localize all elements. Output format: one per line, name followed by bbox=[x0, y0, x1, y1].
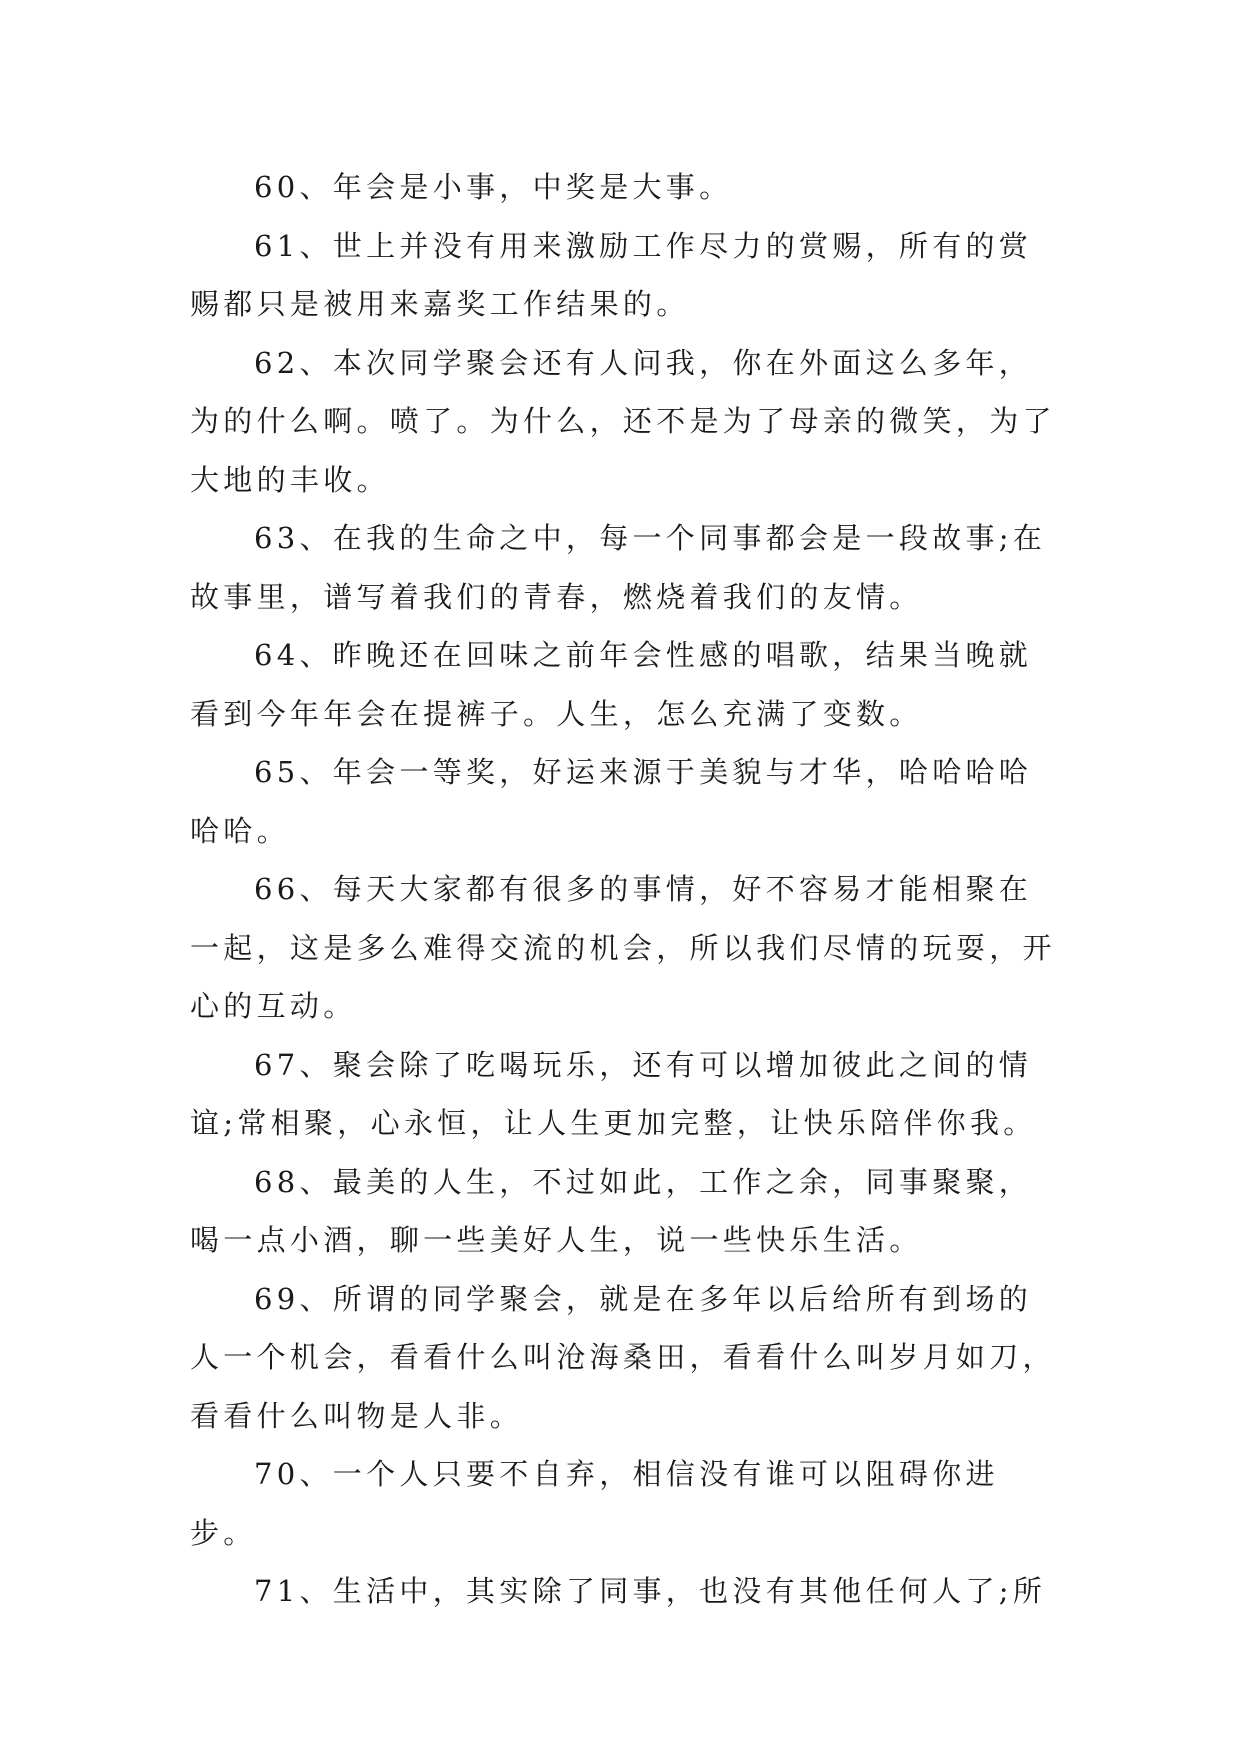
document-body bbox=[190, 158, 1060, 1621]
paragraph-71: 71、生活中，其实除了同事，也没有其他任何人了;所 bbox=[254, 1574, 1047, 1608]
paragraph-61: 61、世上并没有用来激励工作尽力的赏赐，所有的赏赐都只是被用来嘉奖工作结果的。 bbox=[190, 228, 1033, 321]
paragraph-67: 67、聚会除了吃喝玩乐，还有可以增加彼此之间的情谊;常相聚，心永恒，让人生更加完整，让快乐陪伴你我。 bbox=[190, 1047, 1037, 1140]
paragraph-65: 65、年会一等奖，好运来源于美貌与才华，哈哈哈哈哈哈。 bbox=[190, 755, 1033, 848]
paragraph-70: 70、一个人只要不自弃，相信没有谁可以阻碍你进步。 bbox=[190, 1457, 999, 1550]
paragraph-64: 64、昨晚还在回味之前年会性感的唱歌，结果当晚就看到今年年会在提裤子。人生，怎么充满了变数。 bbox=[190, 638, 1033, 731]
paragraph-62: 62、本次同学聚会还有人问我，你在外面这么多年，为的什么啊。喷了。为什么，还不是为了母亲的微笑，为了大地的丰收。 bbox=[190, 345, 1056, 497]
paragraph-68: 68、最美的人生，不过如此，工作之余，同事聚聚，喝一点小酒，聊一些美好人生，说一些快乐生活。 bbox=[190, 1164, 1033, 1257]
paragraph-60: 60、年会是小事，中奖是大事。 bbox=[254, 170, 733, 204]
paragraph-69: 69、所谓的同学聚会，就是在多年以后给所有到场的人一个机会，看看什么叫沧海桑田，看看什么叫岁月如刀，看看什么叫物是人非。 bbox=[190, 1281, 1056, 1433]
paragraph-66: 66、每天大家都有很多的事情，好不容易才能相聚在一起，这是多么难得交流的机会，所以我们尽情的玩耍，开心的互动。 bbox=[190, 872, 1056, 1023]
paragraph-63: 63、在我的生命之中，每一个同事都会是一段故事;在故事里，谱写着我们的青春，燃烧着我们的友情。 bbox=[190, 521, 1047, 614]
